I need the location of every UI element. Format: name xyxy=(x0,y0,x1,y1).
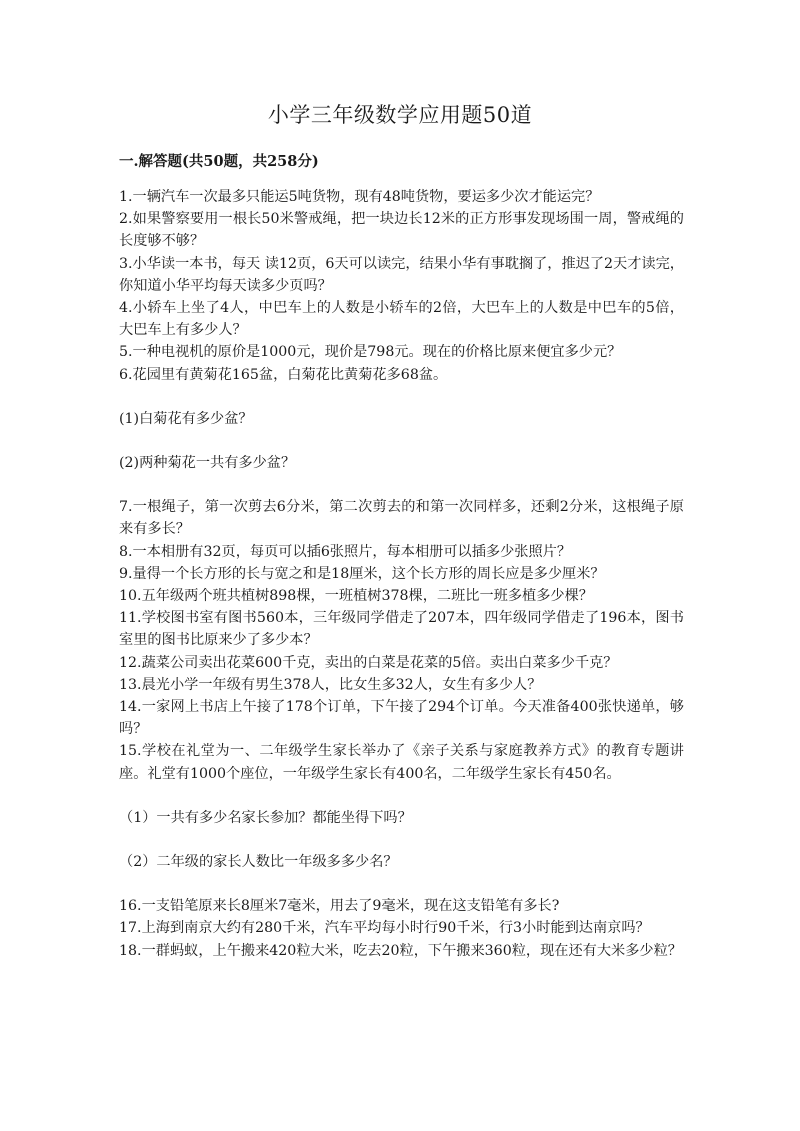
question-6-sub-2: (2)两种菊花一共有多少盆？ xyxy=(119,455,296,472)
question-3: 3.小华读一本书，每天 读12页，6天可以读完，结果小华有事耽搁了，推迟了2天才读完，你知道小华平均每天读多少页吗？ xyxy=(119,255,684,294)
question-5: 5.一种电视机的原价是1000元，现价是798元。现在的价格比原来便宜多少元？ xyxy=(119,344,622,361)
page-title: 小学三年级数学应用题50道 xyxy=(267,103,533,127)
question-4: 4.小轿车上坐了4人，中巴车上的人数是小轿车的2倍，大巴车上的人数是中巴车的5倍，大巴车上有多少人？ xyxy=(119,300,684,339)
question-list xyxy=(119,186,684,962)
question-13: 13.晨光小学一年级有男生378人，比女生多32人，女生有多少人？ xyxy=(119,676,542,693)
question-2: 2.如果警察要用一根长50米警戒绳，把一块边长12米的正方形事发现场围一周，警戒绳的长度够不够？ xyxy=(119,211,684,250)
question-16: 16.一支铅笔原来长8厘米7毫米，用去了9毫米，现在这支铅笔有多长? xyxy=(119,898,560,915)
question-6-sub-1: (1)白菊花有多少盆？ xyxy=(119,410,253,427)
question-15-sub-2: （2）二年级的家长人数比一年级多多少名？ xyxy=(119,854,398,871)
question-10: 10.五年级两个班共植树898棵，一班植树378棵，二班比一班多植多少棵？ xyxy=(119,588,593,605)
question-1: 1.一辆汽车一次最多只能运5吨货物，现有48吨货物，要运多少次才能运完？ xyxy=(119,189,600,205)
question-17: 17.上海到南京大约有280千米，汽车平均每小时行90千米，行3小时能到达南京吗？ xyxy=(119,920,650,937)
question-15: 15.学校在礼堂为一、二年级学生家长举办了《亲子关系与家庭教养方式》的教育专题讲座。礼堂有1000个座位，一年级学生家长有400名，二年级学生家长有450名。 xyxy=(119,743,684,782)
section-heading: 一.解答题(共50题，共258分) xyxy=(119,153,319,170)
question-6: 6.花园里有黄菊花165盆，白菊花比黄菊花多68盆。 xyxy=(119,366,448,383)
question-11: 11.学校图书室有图书560本，三年级同学借走了207本，四年级同学借走了196本，图书室里的图书比原来少了多少本？ xyxy=(119,610,684,649)
question-7: 7.一根绳子，第一次剪去6分米，第二次剪去的和第一次同样多，还剩2分米，这根绳子原来有多长？ xyxy=(119,499,684,538)
question-18: 18.一群蚂蚁，上午搬来420粒大米，吃去20粒，下午搬来360粒，现在还有大米多少粒？ xyxy=(119,942,682,959)
question-12: 12.蔬菜公司卖出花菜600千克，卖出的白菜是花菜的5倍。卖出白菜多少千克？ xyxy=(119,654,618,671)
question-8: 8.一本相册有32页，每页可以插6张照片，每本相册可以插多少张照片？ xyxy=(119,543,572,560)
question-14: 14.一家网上书店上午接了178个订单，下午接了294个订单。今天准备400张快递单，够吗？ xyxy=(119,699,684,738)
question-9: 9.量得一个长方形的长与宽之和是18厘米，这个长方形的周长应是多少厘米？ xyxy=(119,565,605,582)
question-15-sub-1: （1）一共有多少名家长参加？都能坐得下吗？ xyxy=(119,809,412,826)
